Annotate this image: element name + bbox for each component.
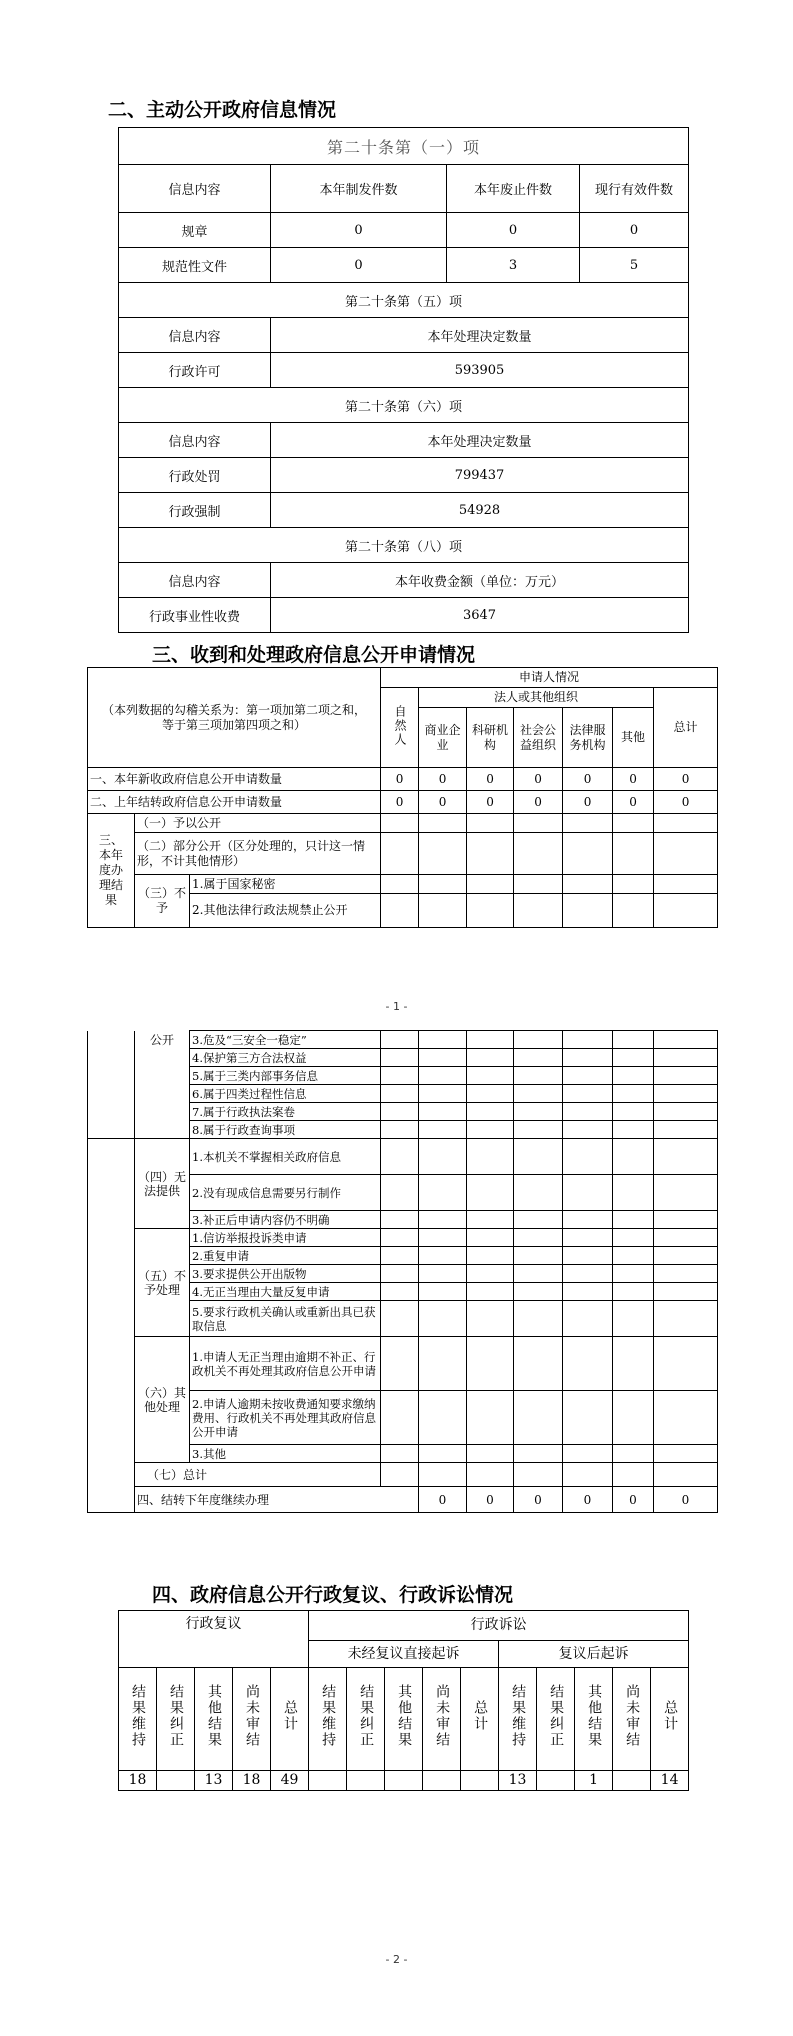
cell-value: 0 [613, 768, 654, 791]
cell-value: 0 [563, 768, 613, 791]
r3-5-item: 1.信访举报投诉类申请 [190, 1229, 381, 1247]
col-header: 结果纠正 [157, 1668, 195, 1771]
r3-3-label-bottom: 公开 [135, 1031, 190, 1139]
r3-1-label: （一）予以公开 [135, 814, 381, 833]
col-header: 结果纠正 [537, 1668, 575, 1771]
cell-value: 14 [651, 1771, 689, 1791]
col-header: 结果维持 [499, 1668, 537, 1771]
cell-value: 0 [381, 768, 419, 791]
cell-value [385, 1771, 423, 1791]
r3-4-label: （四）无法提供 [135, 1139, 190, 1229]
r3-3-label-top: （三）不予 [135, 875, 190, 928]
cell-value: 0 [654, 768, 718, 791]
r3-4-item: 2.没有现成信息需要另行制作 [190, 1175, 381, 1211]
total-header: 总计 [654, 688, 718, 768]
active-disclosure-table [118, 127, 689, 633]
col-decision: 本年处理决定数量 [271, 423, 689, 458]
r3-4-item: 3.补正后申请内容仍不明确 [190, 1211, 381, 1229]
row-name: 行政处罚 [119, 458, 271, 493]
cell-value: 0 [654, 1487, 718, 1513]
r3-3-item: 7.属于行政执法案卷 [190, 1103, 381, 1121]
cell-value: 593905 [271, 353, 689, 388]
cell-value [347, 1771, 385, 1791]
col-header: 尚未审结 [613, 1668, 651, 1771]
natural-person: 自然人 [381, 688, 419, 768]
cell-value: 18 [233, 1771, 271, 1791]
r3-3-item: 3.危及“三安全一稳定” [190, 1031, 381, 1049]
cell-value: 0 [381, 791, 419, 814]
r3-5-item: 2.重复申请 [190, 1247, 381, 1265]
cell-value: 0 [271, 248, 447, 283]
applicant-header: 申请人情况 [381, 668, 718, 688]
cell-value: 3 [447, 248, 580, 283]
col-header: 其他结果 [575, 1668, 613, 1771]
col-header: 结果维持 [309, 1668, 347, 1771]
legal-col: 社会公益组织 [514, 708, 563, 768]
col-info: 信息内容 [119, 563, 271, 598]
section3-title: 三、收到和处理政府信息公开申请情况 [152, 644, 476, 666]
r3-5-item: 5.要求行政机关确认或重新出具已获取信息 [190, 1301, 381, 1337]
r3-6-item: 3.其他 [190, 1445, 381, 1463]
cell-value: 0 [654, 791, 718, 814]
cell-value: 0 [467, 768, 514, 791]
col-header: 总计 [461, 1668, 499, 1771]
legal-col: 法律服务机构 [563, 708, 613, 768]
row3-label: 三、本年度办理结果 [88, 814, 135, 928]
col-info: 信息内容 [119, 318, 271, 353]
after-header: 复议后起诉 [499, 1641, 689, 1668]
cell-value [613, 1771, 651, 1791]
col-header: 结果纠正 [347, 1668, 385, 1771]
col-info: 信息内容 [119, 423, 271, 458]
row-name: 规范性文件 [119, 248, 271, 283]
col-header: 尚未审结 [233, 1668, 271, 1771]
cell-value [537, 1771, 575, 1791]
col-header: 结果维持 [119, 1668, 157, 1771]
art20-6-header: 第二十条第（六）项 [119, 388, 689, 423]
col-info: 信息内容 [119, 165, 271, 213]
art20-5-header: 第二十条第（五）项 [119, 283, 689, 318]
cell-value: 3647 [271, 598, 689, 633]
cell-value: 0 [514, 768, 563, 791]
direct-header: 未经复议直接起诉 [309, 1641, 499, 1668]
cell-value: 0 [514, 1487, 563, 1513]
cell-value: 13 [195, 1771, 233, 1791]
cell-value: 13 [499, 1771, 537, 1791]
row-name: 行政强制 [119, 493, 271, 528]
cell-value [461, 1771, 499, 1791]
r3-6-label: （六）其他处理 [135, 1337, 190, 1463]
col-header: 总计 [271, 1668, 309, 1771]
row-name: 行政事业性收费 [119, 598, 271, 633]
litigation-header: 行政诉讼 [309, 1611, 689, 1641]
cell-value: 0 [563, 1487, 613, 1513]
col-fee: 本年收费金额（单位：万元） [271, 563, 689, 598]
cell-value: 0 [563, 791, 613, 814]
col-new: 本年制发件数 [271, 165, 447, 213]
r3-3-item: 4.保护第三方合法权益 [190, 1049, 381, 1067]
page-number: - 2 - [385, 1953, 408, 1966]
review-litigation-table [118, 1610, 689, 1791]
section4-title: 四、政府信息公开行政复议、行政诉讼情况 [152, 1584, 514, 1606]
cell-value: 0 [447, 213, 580, 248]
cell-value: 5 [580, 248, 689, 283]
cell-value [157, 1771, 195, 1791]
r3-3-item: 1.属于国家秘密 [190, 875, 381, 894]
col-header: 其他结果 [385, 1668, 423, 1771]
cell-value: 0 [514, 791, 563, 814]
cell-value: 18 [119, 1771, 157, 1791]
r3-6-item: 1.申请人无正当理由逾期不补正、行政机关不再处理其政府信息公开申请 [190, 1337, 381, 1391]
r3-2-label: （二）部分公开（区分处理的，只计这一情形，不计其他情形） [135, 833, 381, 875]
col-abolish: 本年废止件数 [447, 165, 580, 213]
r3-3-item: 8.属于行政查询事项 [190, 1121, 381, 1139]
r3-4-item: 1.本机关不掌握相关政府信息 [190, 1139, 381, 1175]
r3-5-label: （五）不予处理 [135, 1229, 190, 1337]
art20-1-header: 第二十条第（一）项 [119, 128, 689, 165]
legal-col: 科研机构 [467, 708, 514, 768]
application-table-part2 [87, 1030, 718, 1513]
cell-value: 1 [575, 1771, 613, 1791]
row-name: 规章 [119, 213, 271, 248]
row1-label: 一、本年新收政府信息公开申请数量 [88, 768, 381, 791]
cell-value: 0 [613, 1487, 654, 1513]
r3-6-item: 2.申请人逾期未按收费通知要求缴纳费用、行政机关不再处理其政府信息公开申请 [190, 1391, 381, 1445]
cell-value [423, 1771, 461, 1791]
r3-5-item: 4.无正当理由大量反复申请 [190, 1283, 381, 1301]
col-header: 尚未审结 [423, 1668, 461, 1771]
r3-7-label: （七）总计 [135, 1463, 381, 1487]
cell-value: 0 [271, 213, 447, 248]
cell-value [309, 1771, 347, 1791]
r3-3-item: 5.属于三类内部事务信息 [190, 1067, 381, 1085]
col-header: 其他结果 [195, 1668, 233, 1771]
col-header: 总计 [651, 1668, 689, 1771]
row-name: 行政许可 [119, 353, 271, 388]
cell-value: 799437 [271, 458, 689, 493]
page-number: - 1 - [385, 1000, 408, 1013]
section2-title: 二、主动公开政府信息情况 [108, 99, 337, 121]
r3-3-item: 2.其他法律行政法规禁止公开 [190, 894, 381, 928]
r3-3-item: 6.属于四类过程性信息 [190, 1085, 381, 1103]
cell-value: 54928 [271, 493, 689, 528]
cell-value: 0 [613, 791, 654, 814]
r3-5-item: 3.要求提供公开出版物 [190, 1265, 381, 1283]
note: （本列数据的勾稽关系为：第一项加第二项之和，等于第三项加第四项之和） [88, 668, 381, 768]
review-header: 行政复议 [119, 1611, 309, 1668]
application-table-part1 [87, 667, 718, 928]
art20-8-header: 第二十条第（八）项 [119, 528, 689, 563]
cell-value: 0 [419, 791, 467, 814]
legal-col: 商业企业 [419, 708, 467, 768]
cell-value: 49 [271, 1771, 309, 1791]
row4-label: 四、结转下年度继续办理 [135, 1487, 419, 1513]
cell-value: 0 [467, 791, 514, 814]
legal-header: 法人或其他组织 [419, 688, 654, 708]
cell-value: 0 [419, 1487, 467, 1513]
cell-value: 0 [467, 1487, 514, 1513]
cell-value: 0 [419, 768, 467, 791]
legal-col: 其他 [613, 708, 654, 768]
col-decision: 本年处理决定数量 [271, 318, 689, 353]
cell-value: 0 [580, 213, 689, 248]
row2-label: 二、上年结转政府信息公开申请数量 [88, 791, 381, 814]
col-valid: 现行有效件数 [580, 165, 689, 213]
